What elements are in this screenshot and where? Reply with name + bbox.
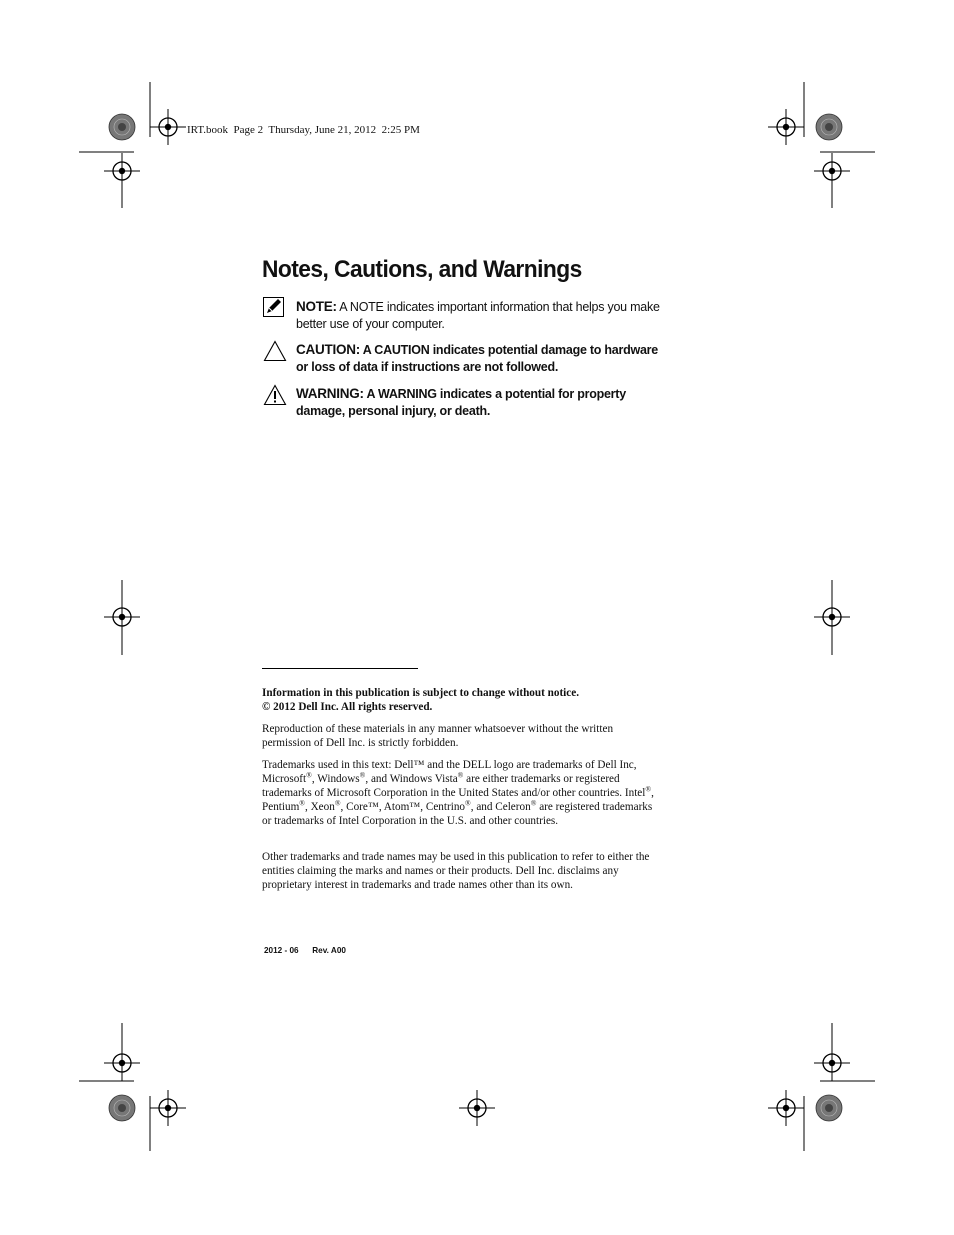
trademark-text: , Pentium <box>262 787 654 813</box>
caution-block <box>296 341 666 376</box>
caution-label: CAUTION: <box>296 342 360 357</box>
registered-mark: ® <box>465 798 471 808</box>
registered-mark: ® <box>334 798 341 808</box>
trademark-text: are registered trademarks or trademarks of Intel Corporation in the U.S. and other countries. <box>262 801 653 827</box>
trademark-text: , and Windows Vista <box>365 773 458 785</box>
warning-block <box>296 385 666 420</box>
trademark-text: Trademarks used in this text: Dell™ and the DELL logo are trademarks of Dell Inc, Microsoft <box>262 759 637 785</box>
registered-mark: ® <box>645 784 652 794</box>
trademark-text: , Windows <box>311 773 360 785</box>
footer-revision <box>264 946 346 955</box>
footer-rev: Rev. A00 <box>312 946 346 955</box>
warning-text: A WARNING indicates a potential for property damage, personal injury, or death. <box>296 387 626 418</box>
trademarks-paragraph <box>262 758 658 828</box>
note-text: A NOTE indicates important information that helps you make better use of your computer. <box>296 300 660 331</box>
footnote-rule <box>262 668 418 669</box>
publication-notice <box>262 686 658 714</box>
change-notice: Information in this publication is subject to change without notice. <box>262 687 580 699</box>
note-label: NOTE: <box>296 299 337 314</box>
caution-text: A CAUTION indicates potential damage to hardware or loss of data if instructions are not followed. <box>296 343 658 374</box>
footer-date: 2012 - 06 <box>264 946 299 955</box>
note-block <box>296 298 666 333</box>
registered-mark: ® <box>299 798 305 808</box>
page-slug: IRT.book Page 2 Thursday, June 21, 2012 2:25 PM <box>187 124 420 136</box>
registered-mark: ® <box>306 770 312 780</box>
reproduction-paragraph: Reproduction of these materials in any manner whatsoever without the written permission of Dell Inc. is strictly forbidden. <box>262 723 614 749</box>
registered-mark: ® <box>457 770 464 780</box>
warning-icon <box>263 384 287 406</box>
warning-label: WARNING: <box>296 386 364 401</box>
other-trademarks-paragraph: Other trademarks and trade names may be used in this publication to refer to either the entities claiming the marks and names or their products. Dell Inc. disclaims any proprietary interest in trademarks and trade names other than its own. <box>262 851 650 891</box>
caution-icon <box>263 340 287 362</box>
trademark-text: are either trademarks or registered trademarks of Microsoft Corporation in the United States and/or other countries. Intel <box>262 773 646 799</box>
page-title: Notes, Cautions, and Warnings <box>262 256 582 283</box>
trademark-text: , and Celeron <box>470 801 531 813</box>
registered-mark: ® <box>530 798 537 808</box>
registered-mark: ® <box>359 770 366 780</box>
pencil-note-icon <box>263 297 284 317</box>
trademark-text: , Xeon <box>305 801 335 813</box>
trademark-text: , Core™, Atom™, Centrino <box>340 801 466 813</box>
copyright-line: © 2012 Dell Inc. All rights reserved. <box>262 701 433 713</box>
